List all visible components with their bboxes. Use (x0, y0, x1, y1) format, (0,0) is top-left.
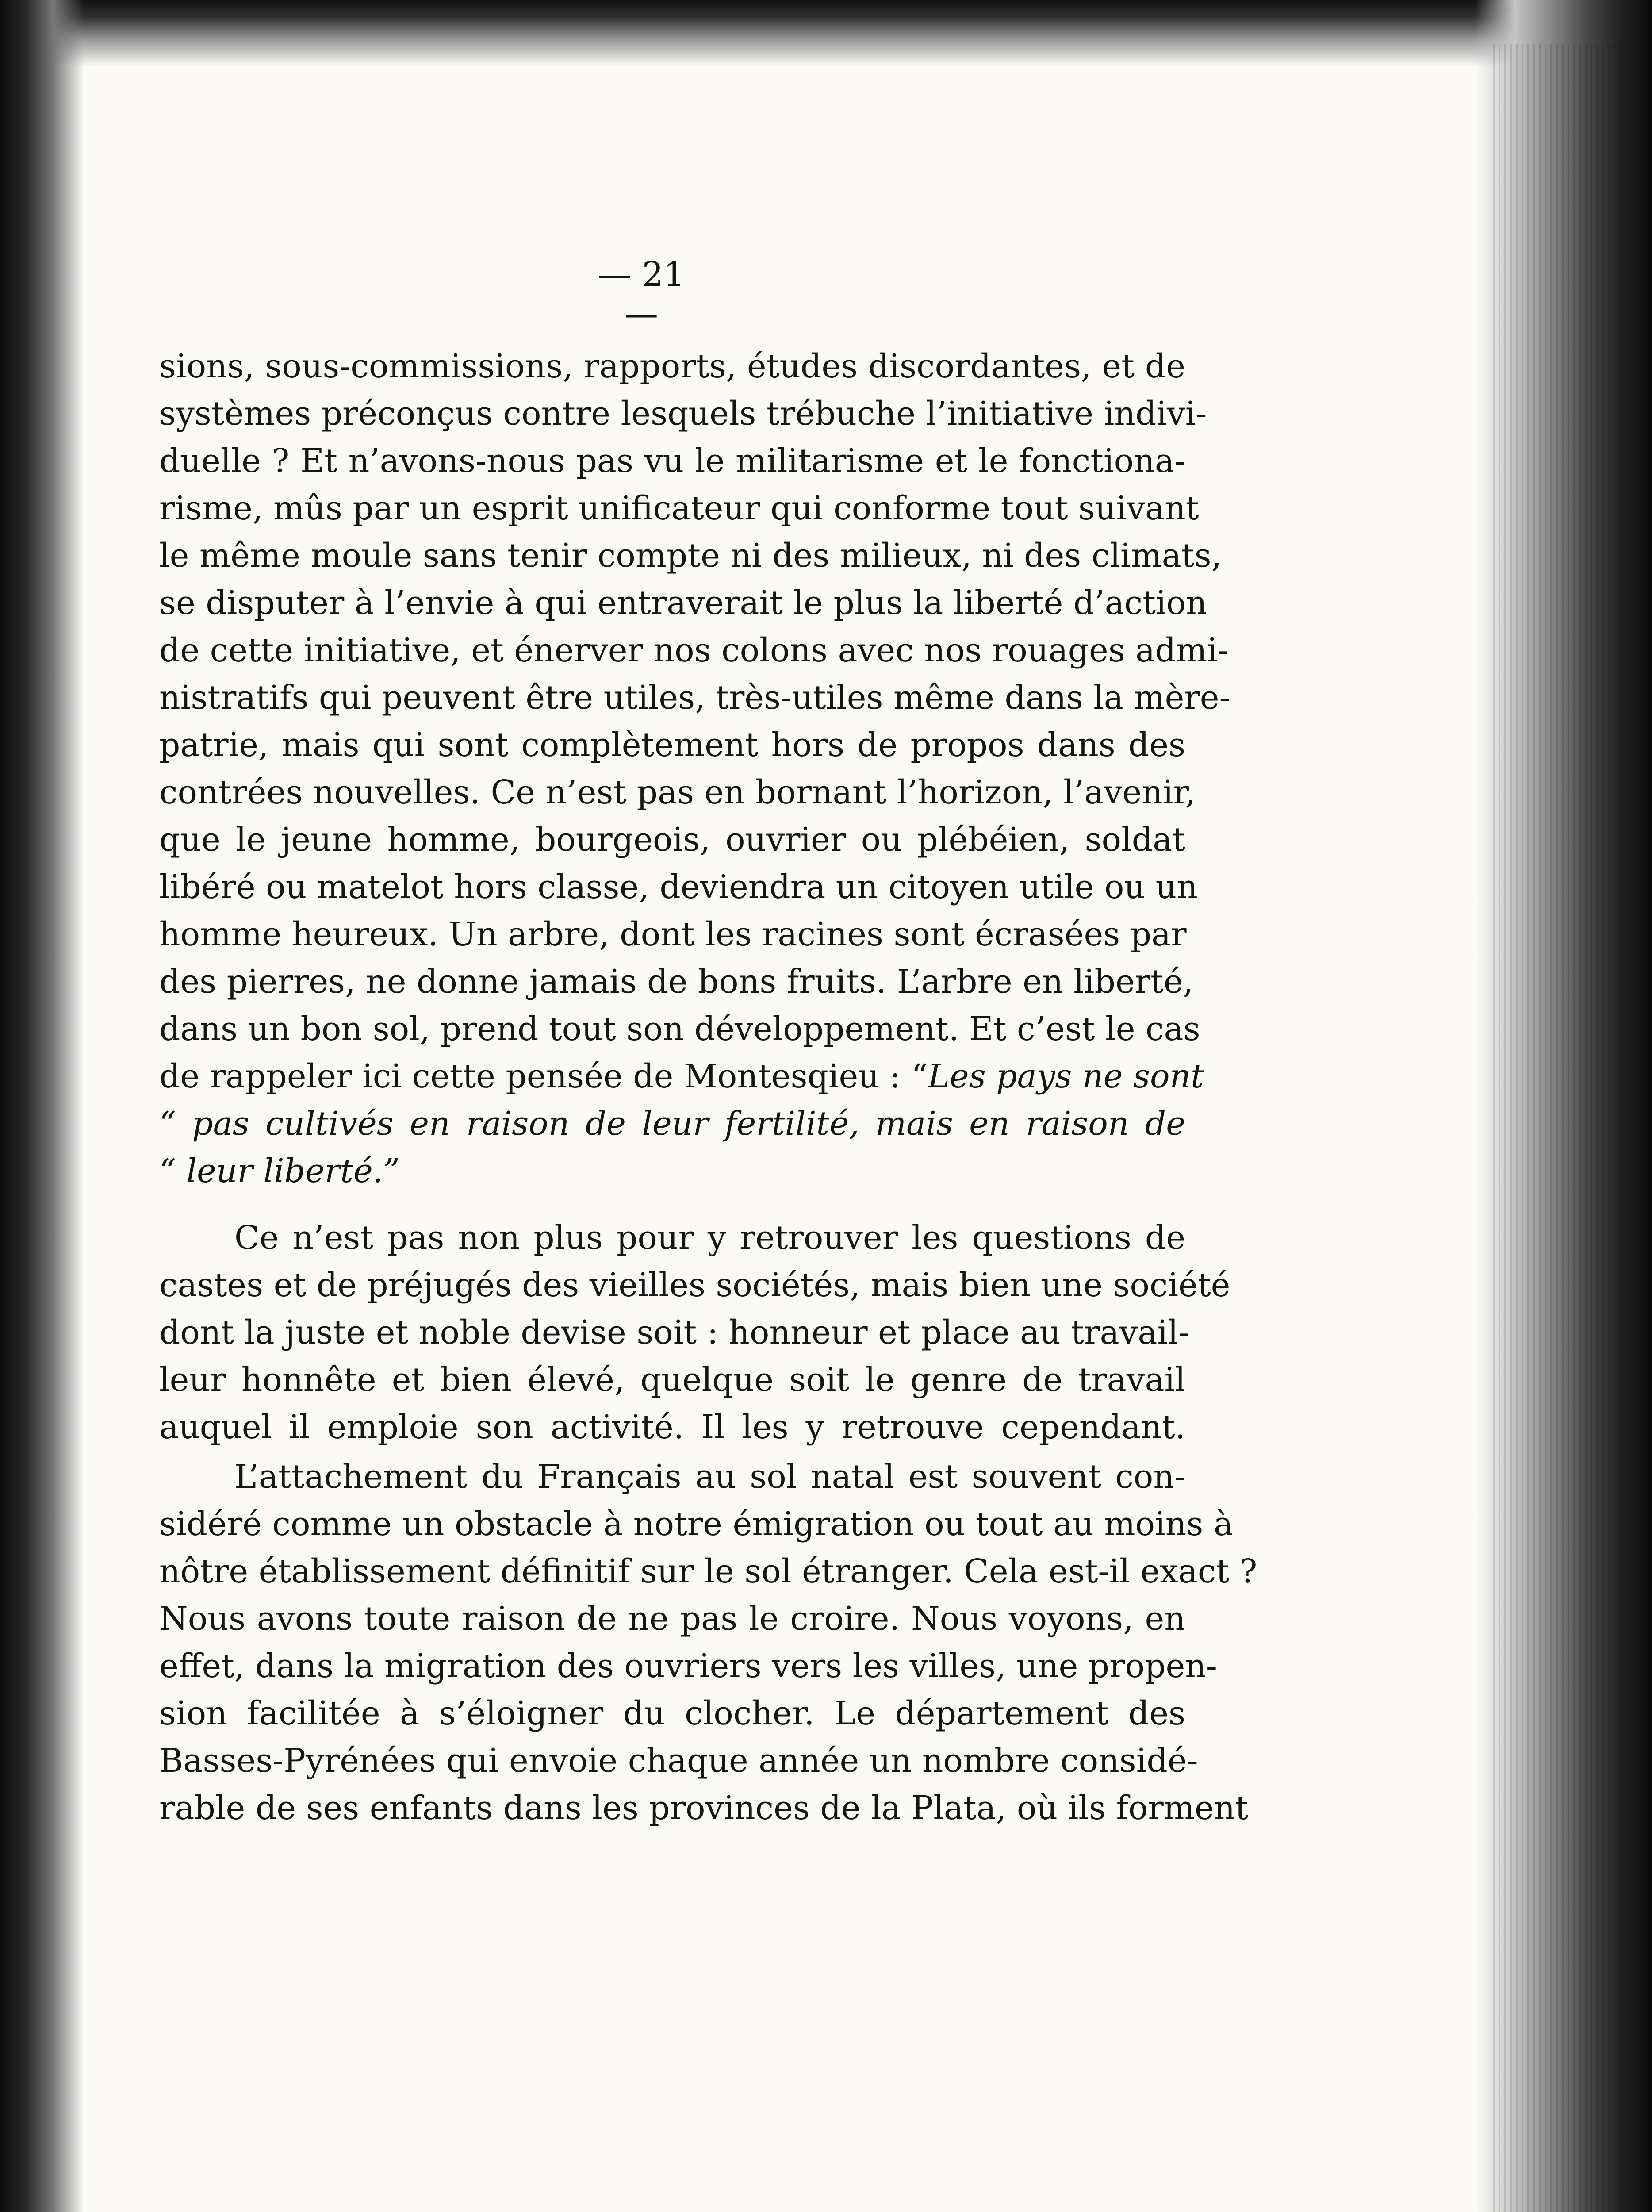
text-line: sidéré comme un obstacle à notre émigration ou tout au moins à (159, 1505, 1233, 1543)
text-line: sion facilitée à s’éloigner du clocher. Le département des (159, 1694, 1185, 1732)
quote-line: “ leur liberté.” (159, 1152, 400, 1190)
page-number: — 21 — (598, 254, 685, 333)
text-line: risme, mûs par un esprit unificateur qui conforme tout suivant (159, 489, 1199, 527)
text-line: Basses-Pyrénées qui envoie chaque année un nombre considé- (159, 1742, 1198, 1780)
text-line: castes et de préjugés des vieilles sociétés, mais bien une société (159, 1266, 1230, 1304)
text-line: se disputer à l’envie à qui entraverait le plus la liberté d’action (159, 584, 1207, 622)
text-line: leur honnête et bien élevé, quelque soit le genre de travail (159, 1361, 1185, 1399)
text-line: nôtre établissement définitif sur le sol étranger. Cela est-il exact ? (159, 1552, 1257, 1590)
text-line: dont la juste et noble devise soit : honneur et place au travail- (159, 1313, 1189, 1352)
text-line: nistratifs qui peuvent être utiles, très-utiles même dans la mère- (159, 679, 1230, 717)
paragraph-3 (159, 1453, 1257, 1832)
text-line: effet, dans la migration des ouvriers vers les villes, une propen- (159, 1647, 1217, 1685)
text-line: contrées nouvelles. Ce n’est pas en bornant l’horizon, l’avenir, (159, 773, 1196, 811)
text-line: rable de ses enfants dans les provinces de la Plata, où ils forment (159, 1789, 1249, 1827)
text-line: dans un bon sol, prend tout son développement. Et c’est le cas (159, 1010, 1200, 1048)
text-line: des pierres, ne donne jamais de bons fruits. L’arbre en liberté, (159, 963, 1194, 1001)
paragraph-2 (159, 1214, 1230, 1451)
quote-line: “ pas cultivés en raison de leur fertilité, mais en raison de (159, 1105, 1185, 1143)
text-line: homme heureux. Un arbre, dont les racines sont écrasées par (159, 915, 1187, 953)
text-line-quote-intro (159, 1053, 1204, 1100)
text-line: Nous avons toute raison de ne pas le croire. Nous voyons, en (159, 1600, 1185, 1638)
text-line: sions, sous-commissions, rapports, études discordantes, et de (159, 347, 1185, 385)
text-line: de cette initiative, et énerver nos colons avec nos rouages admi- (159, 631, 1229, 669)
text-line: libéré ou matelot hors classe, deviendra un citoyen utile ou un (159, 868, 1198, 906)
text-line: le même moule sans tenir compte ni des milieux, ni des climats, (159, 537, 1222, 575)
text-line: systèmes préconçus contre lesquels trébuche l’initiative indivi- (159, 395, 1207, 433)
text-line: patrie, mais qui sont complètement hors de propos dans des (159, 726, 1185, 764)
scan-shadow-top (0, 0, 1652, 66)
binding-texture (1493, 44, 1625, 2212)
text-line: auquel il emploie son activité. Il les y retrouve cependant. (159, 1408, 1185, 1446)
scan-shadow-left (0, 0, 84, 2212)
quote-text: Les pays ne sont (928, 1057, 1204, 1095)
text-line: Ce n’est pas non plus pour y retrouver les questions de (234, 1219, 1185, 1257)
paragraph-1 (159, 343, 1230, 1195)
text-line: duelle ? Et n’avons-nous pas vu le militarisme et le fonctiona- (159, 442, 1185, 480)
quote-intro: de rappeler ici cette pensée de Montesqieu : “ (159, 1057, 928, 1095)
text-line: que le jeune homme, bourgeois, ouvrier ou plébéien, soldat (159, 821, 1185, 859)
text-line: L’attachement du Français au sol natal est souvent con- (234, 1458, 1185, 1496)
